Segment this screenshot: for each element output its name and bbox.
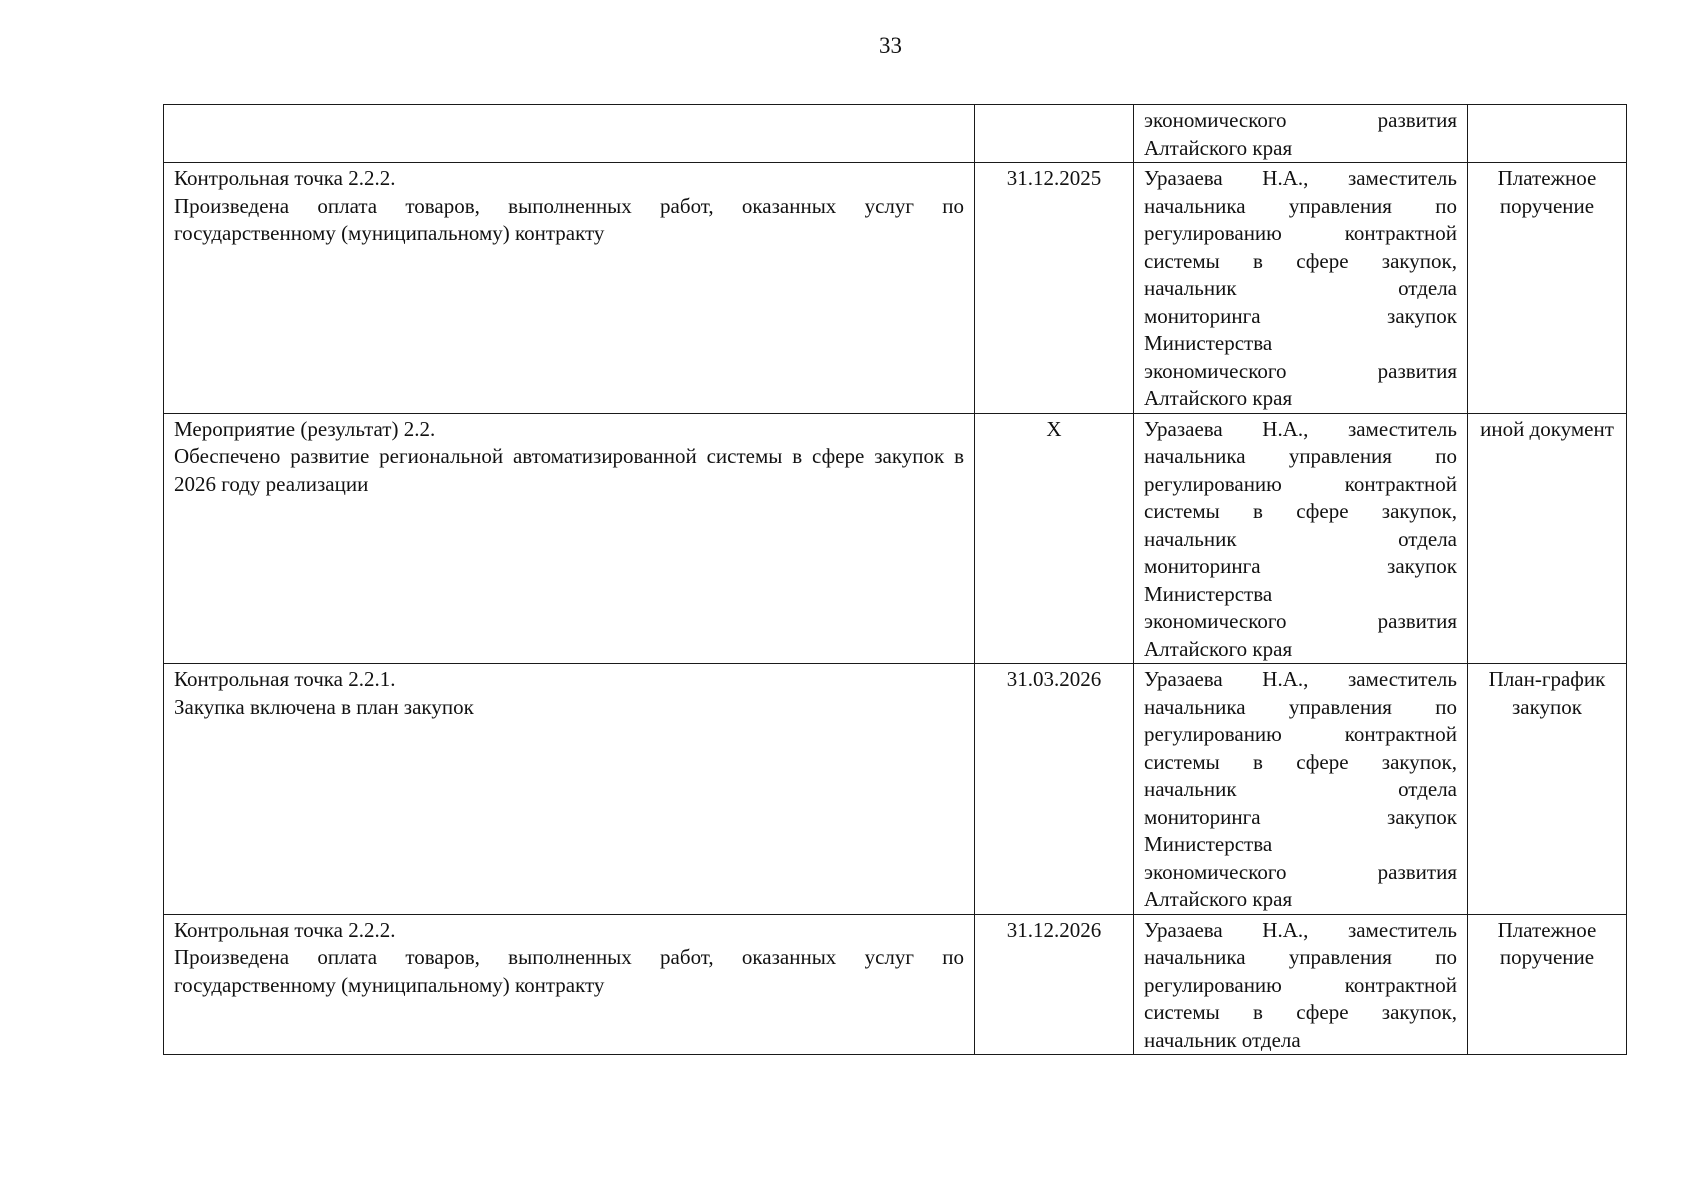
responsible-line: Алтайского края xyxy=(1144,636,1293,661)
responsible-person-cell xyxy=(1134,413,1468,664)
event-description: Произведена оплата товаров, выполненных работ, оказанных услуг по государственному (муниципальному) контракту xyxy=(174,945,964,997)
event-description: Произведена оплата товаров, выполненных работ, оказанных услуг по государственному (муниципальному) контракту xyxy=(174,193,964,245)
responsible-line: системы в сфере закупок, xyxy=(1144,248,1457,273)
responsible-line: экономического развития xyxy=(1144,609,1457,633)
responsible-line: начальника управления по xyxy=(1144,193,1457,218)
confirming-document xyxy=(1468,105,1627,163)
responsible-person-cell xyxy=(1134,163,1468,414)
responsible-line: Уразаева Н.А., заместитель xyxy=(1144,667,1457,691)
responsible-line: Уразаева Н.А., заместитель xyxy=(1144,416,1457,441)
event-cell xyxy=(164,163,975,414)
responsible-line: экономического развития xyxy=(1144,358,1457,383)
deadline-date: X xyxy=(975,413,1134,664)
responsible-line: Уразаева Н.А., заместитель xyxy=(1144,917,1457,942)
responsible-line: начальник отдела xyxy=(1144,276,1457,300)
responsible-line: мониторинга закупок xyxy=(1144,554,1457,578)
responsible-line: Министерства xyxy=(1144,581,1273,606)
responsible-line: начальник отдела xyxy=(1144,1027,1301,1052)
event-cell xyxy=(164,105,975,163)
event-cell xyxy=(164,413,975,664)
confirming-document: План-график закупок xyxy=(1468,664,1627,915)
table-body xyxy=(164,105,1627,1055)
responsible-line: экономического развития xyxy=(1144,859,1457,884)
responsible-person-cell xyxy=(1134,664,1468,915)
confirming-document: Платежное поручение xyxy=(1468,163,1627,414)
responsible-line: мониторинга закупок xyxy=(1144,303,1457,328)
responsible-line: Министерства xyxy=(1144,832,1273,856)
event-title: Мероприятие (результат) 2.2. xyxy=(174,416,436,441)
event-description: Закупка включена в план закупок xyxy=(174,694,474,719)
responsible-line: системы в сфере закупок, xyxy=(1144,499,1457,523)
responsible-line: регулированию контрактной xyxy=(1144,221,1457,245)
responsible-line: Алтайского края xyxy=(1144,135,1293,160)
table-row xyxy=(164,664,1627,915)
event-description: Обеспечено развитие региональной автоматизированной системы в сфере закупок в 2026 году реализации xyxy=(174,444,964,496)
responsible-line: регулированию контрактной xyxy=(1144,722,1457,746)
responsible-line: Министерства xyxy=(1144,331,1273,355)
event-title: Контрольная точка 2.2.2. xyxy=(174,917,396,942)
responsible-person-cell xyxy=(1134,105,1468,163)
event-cell xyxy=(164,664,975,915)
responsible-line: системы в сфере закупок, xyxy=(1144,749,1457,774)
responsible-line: Уразаева Н.А., заместитель xyxy=(1144,166,1457,190)
responsible-line: начальник отдела xyxy=(1144,777,1457,801)
responsible-line: Алтайского края xyxy=(1144,386,1293,410)
event-title: Контрольная точка 2.2.2. xyxy=(174,166,396,190)
table-row xyxy=(164,413,1627,664)
deadline-date: 31.03.2026 xyxy=(975,664,1134,915)
confirming-document: Платежное поручение xyxy=(1468,914,1627,1055)
responsible-line: начальника управления по xyxy=(1144,694,1457,719)
responsible-person-cell xyxy=(1134,914,1468,1055)
table-row xyxy=(164,105,1627,163)
responsible-line: мониторинга закупок xyxy=(1144,804,1457,829)
responsible-line: Алтайского края xyxy=(1144,887,1293,911)
event-cell xyxy=(164,914,975,1055)
deadline-date xyxy=(975,105,1134,163)
implementation-plan-table xyxy=(163,104,1627,1055)
responsible-line: начальник отдела xyxy=(1144,526,1457,551)
page-number: 33 xyxy=(879,33,902,58)
responsible-line: начальника управления по xyxy=(1144,945,1457,969)
table-row xyxy=(164,163,1627,414)
table-row xyxy=(164,914,1627,1055)
event-title: Контрольная точка 2.2.1. xyxy=(174,667,396,691)
deadline-date: 31.12.2025 xyxy=(975,163,1134,414)
responsible-line: системы в сфере закупок, xyxy=(1144,1000,1457,1024)
confirming-document: иной документ xyxy=(1468,413,1627,664)
responsible-line: начальника управления по xyxy=(1144,444,1457,468)
responsible-line: регулированию контрактной xyxy=(1144,471,1457,496)
deadline-date: 31.12.2026 xyxy=(975,914,1134,1055)
responsible-line: регулированию контрактной xyxy=(1144,972,1457,997)
responsible-line: экономического развития xyxy=(1144,108,1457,132)
